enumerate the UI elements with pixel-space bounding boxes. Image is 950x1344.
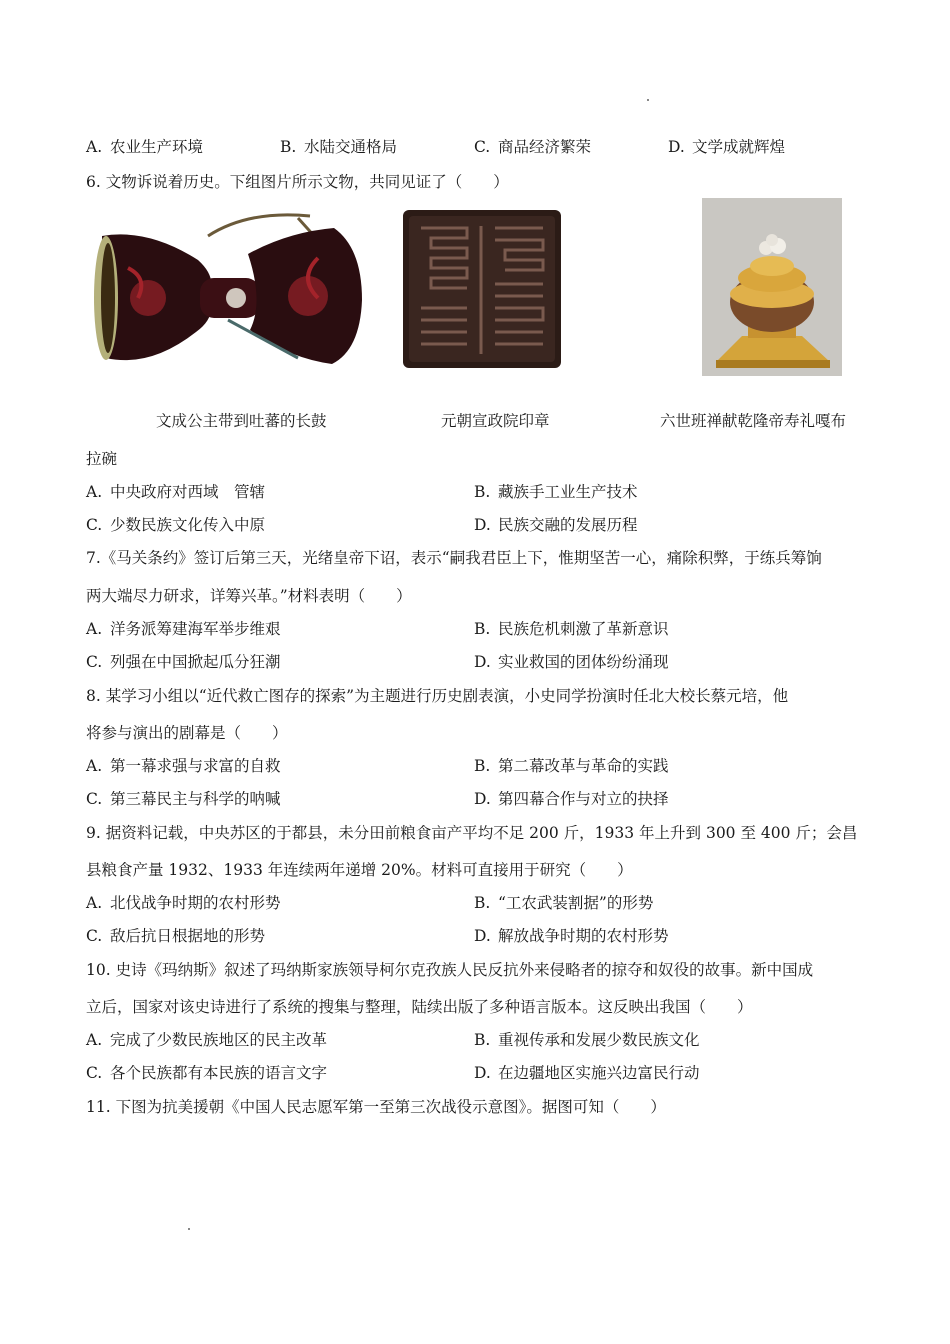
q7-option-d: D. 实业救国的团体纷纷涌现 [474,653,669,671]
q10-stem-line1: 10. 史诗《玛纳斯》叙述了玛纳斯家族领导柯尔克孜族人民反抗外来侵略者的掠夺和奴役的故事。新中国成 [86,961,814,979]
q8-option-d: D. 第四幕合作与对立的抉择 [474,790,669,808]
caption-gabula-bowl-tail: 拉碗 [86,450,118,468]
q9-stem-line1: 9. 据资料记载，中央苏区的于都县，未分田前粮食亩产平均不足 200 斤，1933 年上升到 300 至 400 斤；会昌 [86,824,858,842]
q8-option-c: C. 第三幕民主与科学的呐喊 [86,790,281,808]
q8-stem-line2: 将参与演出的剧幕是（ ） [86,724,288,742]
q8-stem-line1: 8. 某学习小组以“近代救亡图存的探索”为主题进行历史剧表演，小史同学扮演时任北大校长蔡元培，他 [86,687,789,705]
caption-seal: 元朝宣政院印章 [441,412,550,430]
q9-stem-line2: 县粮食产量 1932、1933 年连续两年递增 20%。材料可直接用于研究（ ） [86,861,633,879]
q10-stem-line2: 立后，国家对该史诗进行了系统的搜集与整理，陆续出版了多种语言版本。这反映出我国（ ） [86,998,753,1016]
q7-option-b: B. 民族危机刺激了革新意识 [474,620,669,638]
seal-image [397,204,567,374]
q10-option-c: C. 各个民族都有本民族的语言文字 [86,1064,328,1082]
stray-dot [647,99,649,101]
q7-option-c: C. 列强在中国掀起瓜分狂潮 [86,653,281,671]
q10-option-a: A. 完成了少数民族地区的民主改革 [86,1031,328,1049]
q6-option-b: B. 藏族手工业生产技术 [474,483,638,501]
long-drum-image [88,208,366,374]
q5-option-b: B. 水陆交通格局 [280,138,398,156]
q6-option-a: A. 中央政府对西域 管辖 [86,483,266,501]
caption-long-drum: 文成公主带到吐蕃的长鼓 [156,412,327,430]
q8-option-a: A. 第一幕求强与求富的自救 [86,757,281,775]
gabula-bowl-image [702,198,842,376]
q6-option-d: D. 民族交融的发展历程 [474,516,638,534]
q5-option-a: A. 农业生产环境 [86,138,204,156]
caption-gabula-bowl: 六世班禅献乾隆帝寿礼嘎布 [660,412,847,430]
q10-option-d: D. 在边疆地区实施兴边富民行动 [474,1064,700,1082]
q11-stem: 11. 下图为抗美援朝《中国人民志愿军第一至第三次战役示意图》。据图可知（ ） [86,1098,666,1116]
q7-option-a: A. 洋务派筹建海军举步维艰 [86,620,281,638]
q8-option-b: B. 第二幕改革与革命的实践 [474,757,669,775]
q5-option-d: D. 文学成就辉煌 [668,138,786,156]
q6-option-c: C. 少数民族文化传入中原 [86,516,266,534]
stray-dot [188,1228,190,1230]
q10-option-b: B. 重视传承和发展少数民族文化 [474,1031,700,1049]
q5-option-c: C. 商品经济繁荣 [474,138,592,156]
q9-option-a: A. 北伐战争时期的农村形势 [86,894,281,912]
q7-stem-line1: 7.《马关条约》签订后第三天，光绪皇帝下诏，表示“嗣我君臣上下，惟期坚苦一心，痛除积弊，于练兵筹饷 [86,549,822,567]
q7-stem-line2: 两大端尽力研求，详筹兴革。”材料表明（ ） [86,587,412,605]
q9-option-b: B. “工农武装割据”的形势 [474,894,654,912]
q9-option-d: D. 解放战争时期的农村形势 [474,927,669,945]
q9-option-c: C. 敌后抗日根据地的形势 [86,927,266,945]
q6-stem: 6. 文物诉说着历史。下组图片所示文物，共同见证了（ ） [86,173,509,191]
